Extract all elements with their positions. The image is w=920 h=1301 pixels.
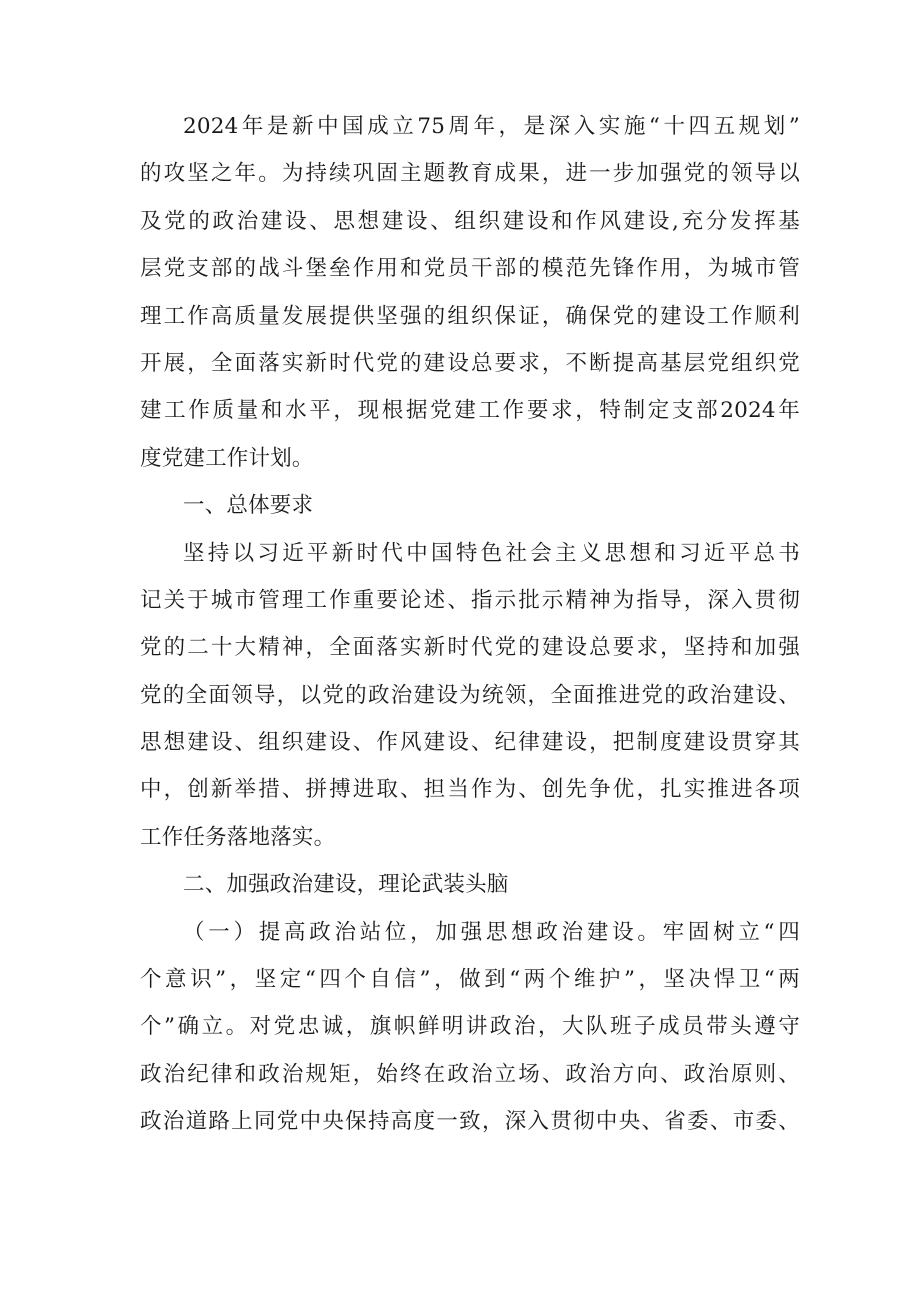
document-page — [140, 103, 800, 1146]
paragraph-line: 中，创新举措、拼搏进取、担当作为、创先争优，扎实推进各项 — [140, 777, 800, 803]
section-heading: 一、总体要求 — [183, 493, 314, 519]
paragraph-line: 个意识”，坚定“四个自信”，做到“两个维护”，坚决悍卫“两 — [140, 967, 800, 993]
paragraph-line: 坚持以习近平新时代中国特色社会主义思想和习近平总书 — [183, 540, 800, 566]
paragraph-line: 党的全面领导，以党的政治建设为统领，全面推进党的政治建设、 — [140, 682, 800, 708]
section-heading: 二、加强政治建设，理论武装头脑 — [183, 872, 509, 898]
paragraph-line: 政治道路上同党中央保持高度一致，深入贯彻中央、省委、市委、 — [140, 1109, 800, 1135]
paragraph-line: 开展，全面落实新时代党的建设总要求，不断提高基层党组织党 — [140, 350, 800, 376]
paragraph-line: 建工作质量和水平，现根据党建工作要求，特制定支部2024年 — [140, 398, 800, 424]
general-requirements-paragraph — [140, 530, 800, 862]
paragraph-line: 工作任务落地落实。 — [140, 824, 336, 850]
paragraph-line: 的攻坚之年。为持续巩固主题教育成果，进一步加强党的领导以 — [140, 161, 800, 187]
paragraph-line: 2024年是新中国成立75周年，是深入实施“十四五规划” — [183, 114, 800, 139]
paragraph-line: 层党支部的战斗堡垒作用和党员干部的模范先锋作用，为城市管 — [140, 256, 800, 282]
paragraph-line: 度党建工作计划。 — [140, 445, 314, 471]
intro-paragraph — [140, 103, 800, 482]
paragraph-line: 理工作高质量发展提供坚强的组织保证，确保党的建设工作顺利 — [140, 303, 800, 329]
paragraph-line: 党的二十大精神，全面落实新时代党的建设总要求，坚持和加强 — [140, 635, 800, 661]
political-building-paragraph — [140, 909, 800, 1146]
paragraph-line: 政治纪律和政治规矩，始终在政治立场、政治方向、政治原则、 — [140, 1061, 800, 1087]
paragraph-line: 思想建设、组织建设、作风建设、纪律建设，把制度建设贯穿其 — [140, 730, 800, 756]
paragraph-line: 及党的政治建设、思想建设、组织建设和作风建设,充分发挥基 — [140, 208, 800, 234]
paragraph-line: 个”确立。对党忠诚，旗帜鲜明讲政治，大队班子成员带头遵守 — [140, 1014, 800, 1040]
paragraph-line: （一）提高政治站位，加强思想政治建设。牢固树立“四 — [183, 919, 800, 945]
paragraph-line: 记关于城市管理工作重要论述、指示批示精神为指导，深入贯彻 — [140, 587, 800, 613]
